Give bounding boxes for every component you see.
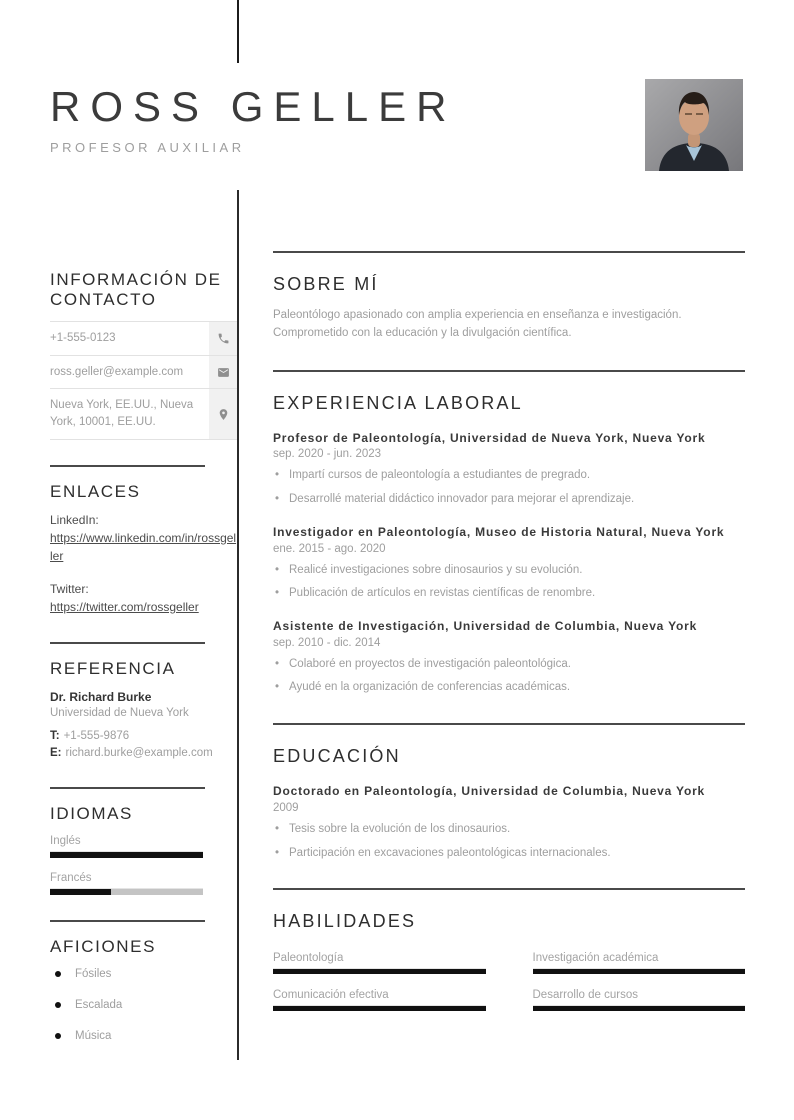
experience-entry xyxy=(273,430,745,508)
skill-name: Paleontología xyxy=(273,952,486,969)
job-title: Investigador en Paleontología, Museo de Historia Natural, Nueva York xyxy=(273,524,725,539)
bullet-dot: • xyxy=(275,587,280,600)
job-bullets xyxy=(273,467,745,507)
profile-photo-illustration xyxy=(645,79,743,171)
language-level-bar xyxy=(50,889,203,895)
skill-item xyxy=(533,989,746,1011)
links-section xyxy=(50,465,237,617)
sidebar xyxy=(50,270,237,1061)
section-rule xyxy=(50,920,205,922)
experience-section xyxy=(273,370,745,696)
phone-value: +1-555-0123 xyxy=(50,332,116,345)
link-linkedin xyxy=(50,513,237,566)
bullet-text: Colaboré en proyectos de investigación paleontológica. xyxy=(289,657,571,670)
hobbies-heading: AFICIONES xyxy=(50,937,157,957)
reference-phone-value: +1-555-9876 xyxy=(63,729,130,742)
hobbies-section xyxy=(50,920,237,1042)
section-rule xyxy=(273,723,745,725)
section-rule xyxy=(273,370,745,372)
bullet-item xyxy=(273,467,745,484)
about-heading: SOBRE MÍ xyxy=(273,274,379,294)
skill-level-fill xyxy=(533,1006,746,1011)
skill-level-fill xyxy=(533,969,746,974)
bullet-dot: • xyxy=(275,657,280,670)
contact-row-email xyxy=(50,356,237,390)
top-divider-tick xyxy=(237,0,239,63)
job-dates: sep. 2010 - dic. 2014 xyxy=(273,636,381,649)
hobby-label: Música xyxy=(75,1030,112,1043)
bullet-text: Realicé investigaciones sobre dinosaurios y su evolución. xyxy=(289,563,583,576)
language-name: Francés xyxy=(50,872,203,889)
skill-level-bar xyxy=(533,969,746,974)
profile-photo xyxy=(645,79,743,171)
reference-heading: REFERENCIA xyxy=(50,658,176,678)
email-value: ross.geller@example.com xyxy=(50,365,184,378)
job-bullets xyxy=(273,656,745,696)
bullet-text: Impartí cursos de paleontología a estudiantes de pregrado. xyxy=(289,469,591,482)
bullet-item xyxy=(273,656,745,673)
bullet-item xyxy=(273,679,745,696)
twitter-label: Twitter: xyxy=(50,582,89,597)
reference-section xyxy=(50,642,237,763)
bullet-item xyxy=(273,845,745,862)
degree-title: Doctorado en Paleontología, Universidad de Columbia, Nueva York xyxy=(273,784,706,799)
language-row xyxy=(50,872,237,895)
contact-rows xyxy=(50,321,237,440)
skill-item xyxy=(273,989,486,1011)
experience-entry xyxy=(273,618,745,696)
skills-section xyxy=(273,888,745,1011)
linkedin-label: LinkedIn: xyxy=(50,512,99,527)
job-title: Asistente de Investigación, Universidad de Columbia, Nueva York xyxy=(273,618,698,633)
skill-name: Comunicación efectiva xyxy=(273,989,486,1006)
skills-grid xyxy=(273,952,745,1011)
bullet-dot: • xyxy=(275,681,280,694)
bullet-dot xyxy=(55,1002,61,1008)
degree-bullets xyxy=(273,821,745,861)
hobby-item xyxy=(50,1030,237,1042)
twitter-link[interactable]: https://twitter.com/rossgeller xyxy=(50,600,199,615)
skill-level-fill xyxy=(273,969,486,974)
experience-entry xyxy=(273,524,745,602)
reference-phone-label: T: xyxy=(50,729,60,742)
links-heading: ENLACES xyxy=(50,481,141,501)
education-entry xyxy=(273,783,745,861)
reference-organization: Universidad de Nueva York xyxy=(50,706,189,719)
job-dates: sep. 2020 - jun. 2023 xyxy=(273,448,382,461)
experience-heading: EXPERIENCIA LABORAL xyxy=(273,392,523,413)
job-title: Profesor de Paleontología, Universidad de Nueva York, Nueva York xyxy=(273,430,706,445)
reference-phone-row xyxy=(50,728,237,745)
section-rule xyxy=(273,888,745,890)
about-text: Paleontólogo apasionado con amplia experiencia en enseñanza e investigación. Comprometido con la educación y la divulgación científica. xyxy=(273,309,682,339)
section-rule xyxy=(50,787,205,789)
reference-email-value: richard.burke@example.com xyxy=(65,746,213,759)
skill-name: Desarrollo de cursos xyxy=(533,989,746,1006)
languages-section xyxy=(50,787,237,895)
email-icon xyxy=(209,356,237,389)
bullet-text: Tesis sobre la evolución de los dinosaurios. xyxy=(289,822,511,835)
bullet-dot: • xyxy=(275,563,280,576)
main-column xyxy=(273,251,745,1038)
job-bullets xyxy=(273,562,745,602)
hobby-item xyxy=(50,968,237,980)
skills-heading: HABILIDADES xyxy=(273,911,417,932)
header xyxy=(50,84,456,155)
person-title: PROFESOR AUXILIAR xyxy=(50,140,245,156)
skill-level-bar xyxy=(273,969,486,974)
skill-level-bar xyxy=(273,1006,486,1011)
location-icon xyxy=(209,389,237,438)
reference-name: Dr. Richard Burke xyxy=(50,689,152,704)
language-level-fill xyxy=(50,889,111,895)
language-row xyxy=(50,835,237,858)
person-name: ROSS GELLER xyxy=(50,83,457,130)
phone-icon xyxy=(209,322,237,355)
contact-row-phone xyxy=(50,322,237,356)
language-level-bar xyxy=(50,852,203,858)
bullet-item xyxy=(273,821,745,838)
hobby-item xyxy=(50,999,237,1011)
reference-email-label: E: xyxy=(50,746,62,759)
skill-item xyxy=(533,952,746,974)
skill-item xyxy=(273,952,486,974)
bullet-item xyxy=(273,562,745,579)
education-heading: EDUCACIÓN xyxy=(273,746,401,767)
bullet-dot xyxy=(55,1033,61,1039)
hobby-label: Fósiles xyxy=(75,968,112,981)
skill-name: Investigación académica xyxy=(533,952,746,969)
bullet-dot: • xyxy=(275,822,280,835)
section-rule xyxy=(50,642,205,644)
link-twitter xyxy=(50,582,237,617)
bullet-dot xyxy=(55,971,61,977)
about-section xyxy=(273,251,745,343)
language-level-fill xyxy=(50,852,203,858)
contact-heading: INFORMACIÓN DE CONTACTO xyxy=(50,270,222,310)
section-rule xyxy=(273,251,745,253)
bullet-text: Participación en excavaciones paleontológicas internacionales. xyxy=(289,846,611,859)
bullet-item xyxy=(273,491,745,508)
bullet-text: Desarrollé material didáctico innovador para mejorar el aprendizaje. xyxy=(289,493,635,506)
bullet-item xyxy=(273,585,745,602)
degree-dates: 2009 xyxy=(273,801,299,814)
hobby-label: Escalada xyxy=(75,999,123,1012)
language-name: Inglés xyxy=(50,835,203,852)
contact-row-address xyxy=(50,389,237,439)
bullet-dot: • xyxy=(275,846,280,859)
column-divider xyxy=(237,190,239,1060)
reference-email-row xyxy=(50,745,237,762)
address-value: Nueva York, EE.UU., Nueva York, 10001, EE.UU. xyxy=(50,399,194,429)
section-rule xyxy=(50,465,205,467)
job-dates: ene. 2015 - ago. 2020 xyxy=(273,542,386,555)
bullet-text: Publicación de artículos en revistas científicas de renombre. xyxy=(289,587,596,600)
education-section xyxy=(273,723,745,861)
linkedin-link[interactable]: https://www.linkedin.com/in/rossgeller xyxy=(50,530,237,564)
skill-level-fill xyxy=(273,1006,486,1011)
bullet-dot: • xyxy=(275,469,280,482)
bullet-text: Ayudé en la organización de conferencias académicas. xyxy=(289,681,571,694)
skill-level-bar xyxy=(533,1006,746,1011)
bullet-dot: • xyxy=(275,493,280,506)
contact-section xyxy=(50,270,237,440)
languages-heading: IDIOMAS xyxy=(50,804,133,824)
